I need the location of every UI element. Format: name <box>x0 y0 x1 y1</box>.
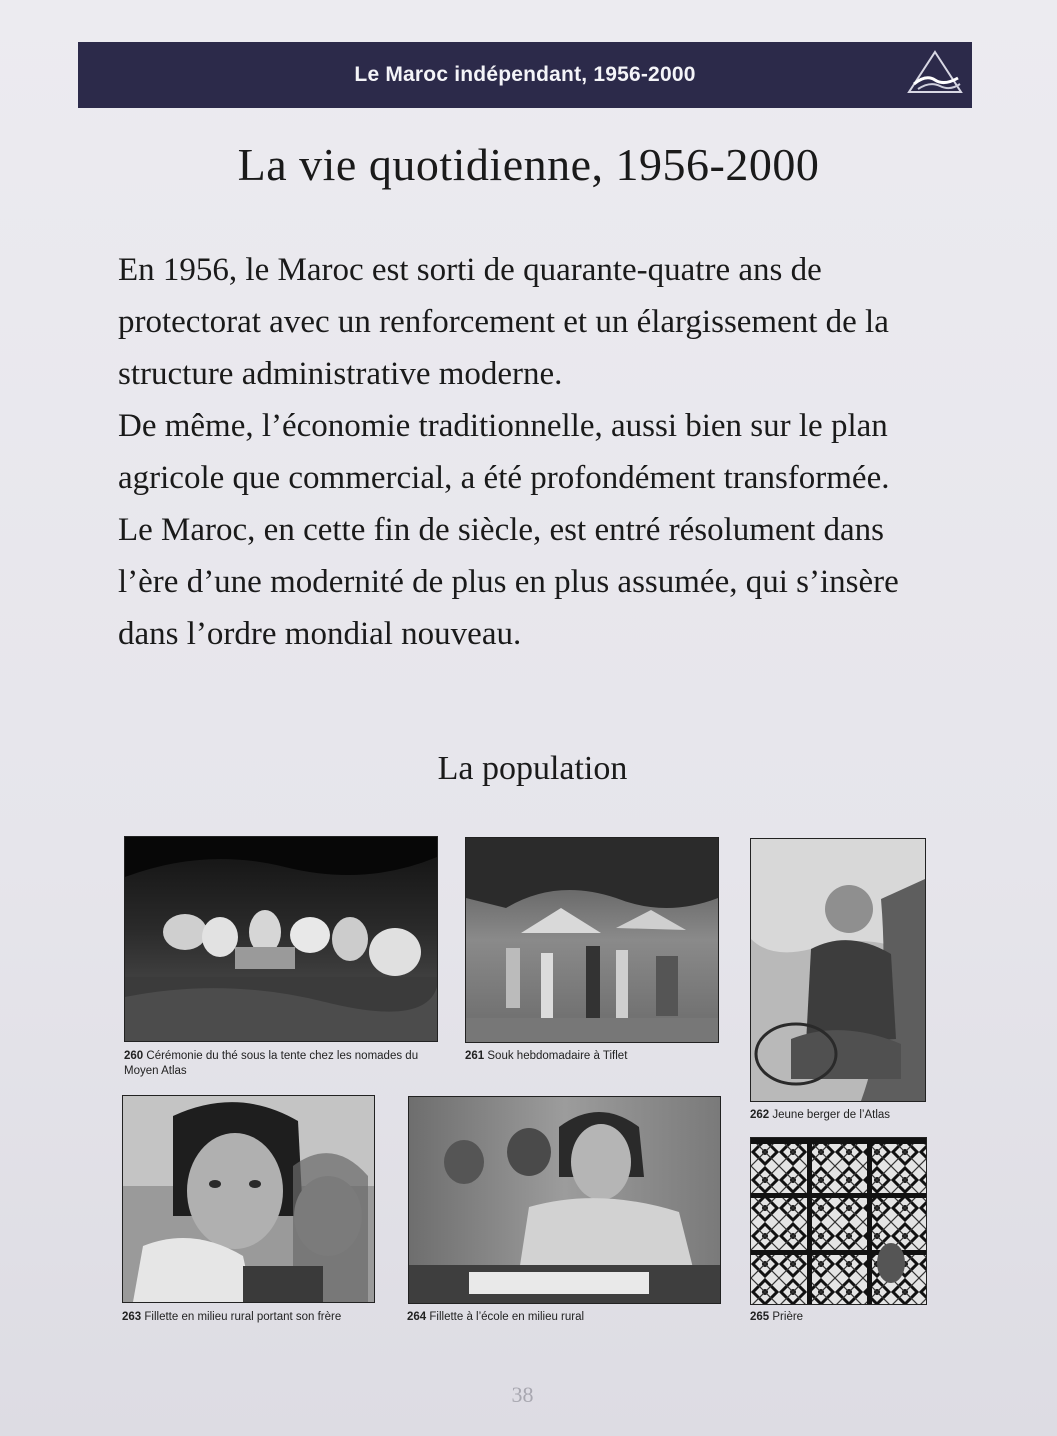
section-title: La population <box>437 750 628 787</box>
intro-paragraph: En 1956, le Maroc est sorti de quarante-quatre ans de protectorat avec un renforcement et un élargissement de la structure administrative moderne. <box>118 252 889 392</box>
photo-souk <box>465 837 719 1043</box>
photo-caption <box>122 1310 382 1325</box>
photo-caption-text: Fillette à l’école en milieu rural <box>429 1311 585 1323</box>
photo-tea-ceremony <box>124 836 438 1042</box>
header-bar <box>78 42 972 108</box>
photo-number: 263 <box>122 1311 142 1323</box>
photo-caption <box>465 1049 717 1064</box>
photo-caption <box>750 1310 940 1325</box>
photo-caption-text: Jeune berger de l’Atlas <box>772 1109 891 1121</box>
photo-caption-text: Souk hebdomadaire à Tiflet <box>487 1050 628 1062</box>
triangle-wave-logo-icon <box>904 48 966 98</box>
header-title: Le Maroc indépendant, 1956-2000 <box>354 63 696 86</box>
intro-paragraph: Le Maroc, en cette fin de siècle, est entré résolument dans l’ère d’une modernité de plus en plus assumée, qui s’insère dans l’ordre mondial nouveau. <box>118 512 899 652</box>
photo-number: 265 <box>750 1311 770 1323</box>
intro-paragraph: De même, l’économie traditionnelle, aussi bien sur le plan agricole que commercial, a été profondément transformée. <box>118 408 890 496</box>
photo-caption-text: Fillette en milieu rural portant son frère <box>144 1311 342 1323</box>
photo-girl-with-brother <box>122 1095 375 1303</box>
photo-caption-text: Cérémonie du thé sous la tente chez les nomades du Moyen Atlas <box>124 1050 419 1077</box>
photo-caption <box>750 1108 940 1123</box>
photo-caption <box>124 1049 436 1079</box>
photo-number: 260 <box>124 1050 144 1062</box>
page-number: 38 <box>511 1382 534 1407</box>
photo-shepherd-boy <box>750 838 926 1102</box>
page-title: La vie quotidienne, 1956-2000 <box>237 139 820 190</box>
photo-number: 262 <box>750 1109 770 1121</box>
photo-caption <box>407 1310 719 1325</box>
photo-prayer <box>750 1137 927 1305</box>
photo-girl-at-school <box>408 1096 721 1304</box>
photo-number: 264 <box>407 1311 427 1323</box>
intro-text <box>118 244 948 660</box>
photo-caption-text: Prière <box>772 1311 804 1323</box>
photo-number: 261 <box>465 1050 485 1062</box>
